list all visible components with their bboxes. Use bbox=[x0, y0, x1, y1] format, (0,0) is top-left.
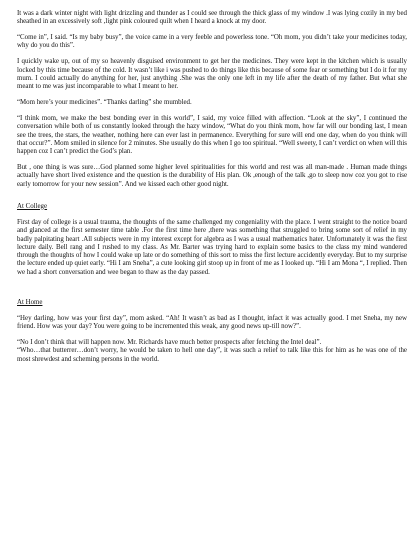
paragraph-intro-2: “Come in”, I said. “Is my baby busy”, the voice came in a very feeble and powerless tone. “Oh mom, you didn’t take your medicines today, why do you do this”. bbox=[17, 34, 407, 50]
paragraph-home-1: “Hey darling, how was your first day”, mom asked. “Ah! It wasn’t as bad as I thought, infact it was actually good. I met Sneha, my new friend. How was your day? You were going to be incremented this weak, any good news up-till now?”. bbox=[17, 314, 407, 331]
paragraph-intro-1: It was a dark winter night with light drizzling and thunder as I could see through the thick glass of my window .I was lying cozily in my bed sheathed in an excessively soft ,light pink coloured quilt when I heard a knock at my door. bbox=[17, 10, 407, 26]
paragraph-college: First day of college is a usual trauma, the thoughts of the same challenged my congeniality with the place. I went straight to the notice board and glanced at the first semester time table .For the first time here ,there was something that struggled to bring some sort of relief in my badly palpitating heart .All subjects were in my interest except for algebra as I was a usual mathematics hater. Unfortunately it was the first lecture daily. Bell rang and I rushed to my class. As Mr. Barter was trying hard to explain some basics to the class my mind wandered through the thoughts of how I could wake up late or do something of this sort to miss the first lecture accidently everyday. But to my surprise the lecture ended up quiet early. “Hi I am Sneha”, a cute looking girl stoop up in front of me as I looked up. “Hi I am Mona “, I replied. Then we had a short conversation and wee began to thaw as the day passed. bbox=[17, 218, 407, 276]
paragraph-intro-4: “Mom here’s your medicines”. “Thanks darling” she mumbled. bbox=[17, 99, 192, 107]
spacer bbox=[17, 285, 407, 299]
paragraph-home-2: “No I don’t think that will happen now. Mr. Richards have much better prospects after fetching the Intel deal”. bbox=[17, 339, 322, 347]
paragraph-home-3: “Who…that butterrer…don’t worry, he would be taken to hell one day”, it was such a relief to talk like this for him as he was one of the most shrewdest and scheming persons in the world. bbox=[17, 347, 407, 363]
paragraph-intro-3: I quickly wake up, out of my so heavenly disguised environment to get her the medicines. They were kept in the kitchen which is usually locked by this time because of the cold. It wasn’t like i was pushed to do things like this because of some fear or something but I do it for my mum. I could actually do anything for her, just anything .She was the only one left in my life after the death of my father. But what she meant to me was just incomparable to what I meant to her. bbox=[17, 58, 407, 91]
paragraph-intro-5: “I think mom, we make the best bonding ever in this world”, I said, my voice filled with affection. “Look at the sky”, I continued the conversation while both of us constantly looked through the hazy window, “What do you think mom, how far will our bonding last, I mean see the trees, the stars, the weather, nothing here can ever last in permanence. Everything for sure will end one day, when do you think will that occur?”. Mom smiled in silence for 2 minutes. She usually do this when I go too spiritual. “Well sweety, I can’t verdict on when will this happen coz I can’t predict the God’s plan. bbox=[17, 115, 407, 156]
heading-at-home: At Home bbox=[17, 298, 43, 306]
heading-at-college: At College bbox=[17, 202, 48, 210]
paragraph-intro-6: But , one thing is was sure…God planned some higher level spiritualities for this world and rest was all man-made . Human made things actually have short lived existence and the question is the durability of His plan. Ok ,enough of the talk ,go to sleep now coz you got to rise early tomorrow for your new session”. And we kissed each other good night. bbox=[17, 164, 407, 188]
